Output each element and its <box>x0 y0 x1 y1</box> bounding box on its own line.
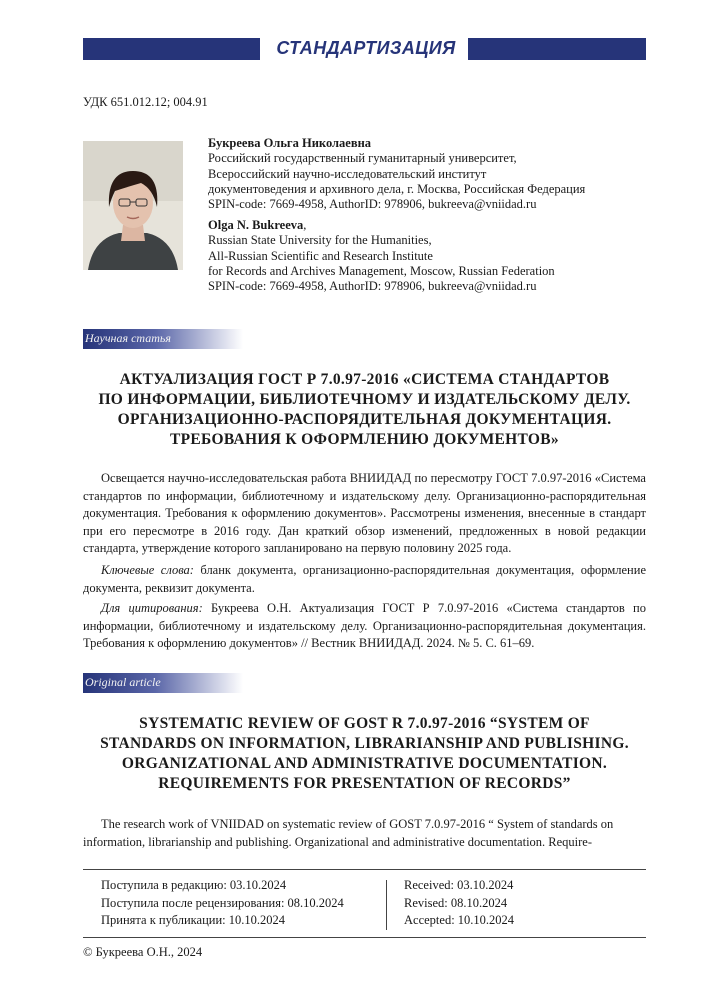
title-line: ТРЕБОВАНИЯ К ОФОРМЛЕНИЮ ДОКУМЕНТОВ» <box>170 431 559 448</box>
article-type-label: Original article <box>85 675 161 689</box>
title-line: АКТУАЛИЗАЦИЯ ГОСТ Р 7.0.97-2016 «СИСТЕМА СТАНДАРТОВ <box>119 371 610 388</box>
abstract-en <box>83 816 646 851</box>
udk-code: УДК 651.012.12; 004.91 <box>83 95 208 109</box>
date-line: Revised: 08.10.2024 <box>404 895 508 910</box>
footer-divider <box>386 880 387 930</box>
keywords-text: бланк документа, организационно-распорядительная документация, оформление документа, реквизит документа. <box>83 563 646 595</box>
abstract-line: information, librarianship and publishing. Organizational and administrative documentation. Require- <box>83 834 593 849</box>
date-line: Поступила в редакцию: 03.10.2024 <box>101 878 287 892</box>
article-type-tag-en <box>83 673 243 693</box>
author-affiliation-line: All-Russian Scientific and Research Institute <box>208 248 433 263</box>
article-title-ru <box>83 370 646 450</box>
header-bar-left <box>83 38 260 60</box>
title-line: STANDARDS ON INFORMATION, LIBRARIANSHIP AND PUBLISHING. <box>100 735 629 752</box>
title-line: ORGANIZATIONAL AND ADMINISTRATIVE DOCUMENTATION. <box>121 755 608 772</box>
title-line: SYSTEMATIC REVIEW OF GOST R 7.0.97-2016 “SYSTEM OF <box>139 715 590 732</box>
author-affiliation-line: Всероссийский научно-исследовательский институт <box>208 166 487 181</box>
citation-label: Для цитирования: <box>101 601 203 615</box>
article-type-tag-ru <box>83 329 243 349</box>
citation-text: Букреева О.Н. Актуализация ГОСТ Р 7.0.97-2016 «Система стандартов по информации, библиотечному и издательскому делу. Организационно-распорядительная документация. Требования к оформлению документов» // Вестник ВНИИДАД. 2024. № 5. С. 61–69. <box>83 601 646 650</box>
article-title-en <box>83 714 646 794</box>
copyright: © Букреева О.Н., 2024 <box>83 945 203 959</box>
header-bar-right <box>468 38 646 60</box>
date-line: Поступила после рецензирования: 08.10.2024 <box>101 895 344 910</box>
dates-ru <box>101 877 344 930</box>
date-line: Received: 03.10.2024 <box>404 878 514 892</box>
author-name-en: Olga N. Bukreeva <box>208 218 304 232</box>
abstract-ru: Освещается научно-исследовательская работа ВНИИДАД по пересмотру ГОСТ 7.0.97-2016 «Система стандартов по информации, библиотечному и издательскому делу. Организационно-распорядительная документация. Требования к оформлению документов». Рассмотрены изменения, внесенные в стандарт при его пересмотре в 2016 году. Дан краткий обзор изменений, предложенных в новой редакции стандарта, утверждение которого запланировано на первую половину 2025 года. <box>83 471 646 555</box>
dates-en <box>404 877 514 930</box>
author-portrait-icon <box>83 141 183 270</box>
title-line: REQUIREMENTS FOR PRESENTATION OF RECORDS” <box>158 775 571 792</box>
keywords-ru <box>83 562 646 597</box>
author-block-ru <box>208 136 585 212</box>
date-line: Принята к публикации: 10.10.2024 <box>101 913 285 927</box>
abstract-line: The research work of VNIIDAD on systematic review of GOST 7.0.97-2016 “ System of standards on <box>101 817 614 831</box>
footer-top-rule <box>83 869 646 870</box>
author-affiliation-line: for Records and Archives Management, Moscow, Russian Federation <box>208 263 555 278</box>
author-affiliation-line: документоведения и архивного дела, г. Москва, Российская Федерация <box>208 181 586 196</box>
author-name-suffix: , <box>303 218 307 232</box>
author-affiliation-line: Российский государственный гуманитарный университет, <box>208 151 517 166</box>
title-line: ПО ИНФОРМАЦИИ, БИБЛИОТЕЧНОМУ И ИЗДАТЕЛЬСКОМУ ДЕЛУ. <box>98 391 631 408</box>
footer-bottom-rule <box>83 937 646 938</box>
author-name-ru: Букреева Ольга Николаевна <box>208 136 372 150</box>
author-ids-line: SPIN-code: 7669-4958, AuthorID: 978906, bukreeva@vniidad.ru <box>208 279 537 294</box>
author-affiliation-line: Russian State University for the Humanities, <box>208 233 432 248</box>
keywords-label: Ключевые слова: <box>101 563 194 577</box>
section-title: СТАНДАРТИЗАЦИЯ <box>276 38 456 58</box>
citation-ru <box>83 600 646 653</box>
article-type-label: Научная статья <box>85 331 171 345</box>
title-line: ОРГАНИЗАЦИОННО-РАСПОРЯДИТЕЛЬНАЯ ДОКУМЕНТАЦИЯ. <box>117 411 612 428</box>
author-ids-line: SPIN-code: 7669-4958, AuthorID: 978906, bukreeva@vniidad.ru <box>208 197 537 212</box>
author-portrait <box>83 141 183 270</box>
date-line: Accepted: 10.10.2024 <box>404 913 515 927</box>
author-block-en <box>208 218 555 294</box>
